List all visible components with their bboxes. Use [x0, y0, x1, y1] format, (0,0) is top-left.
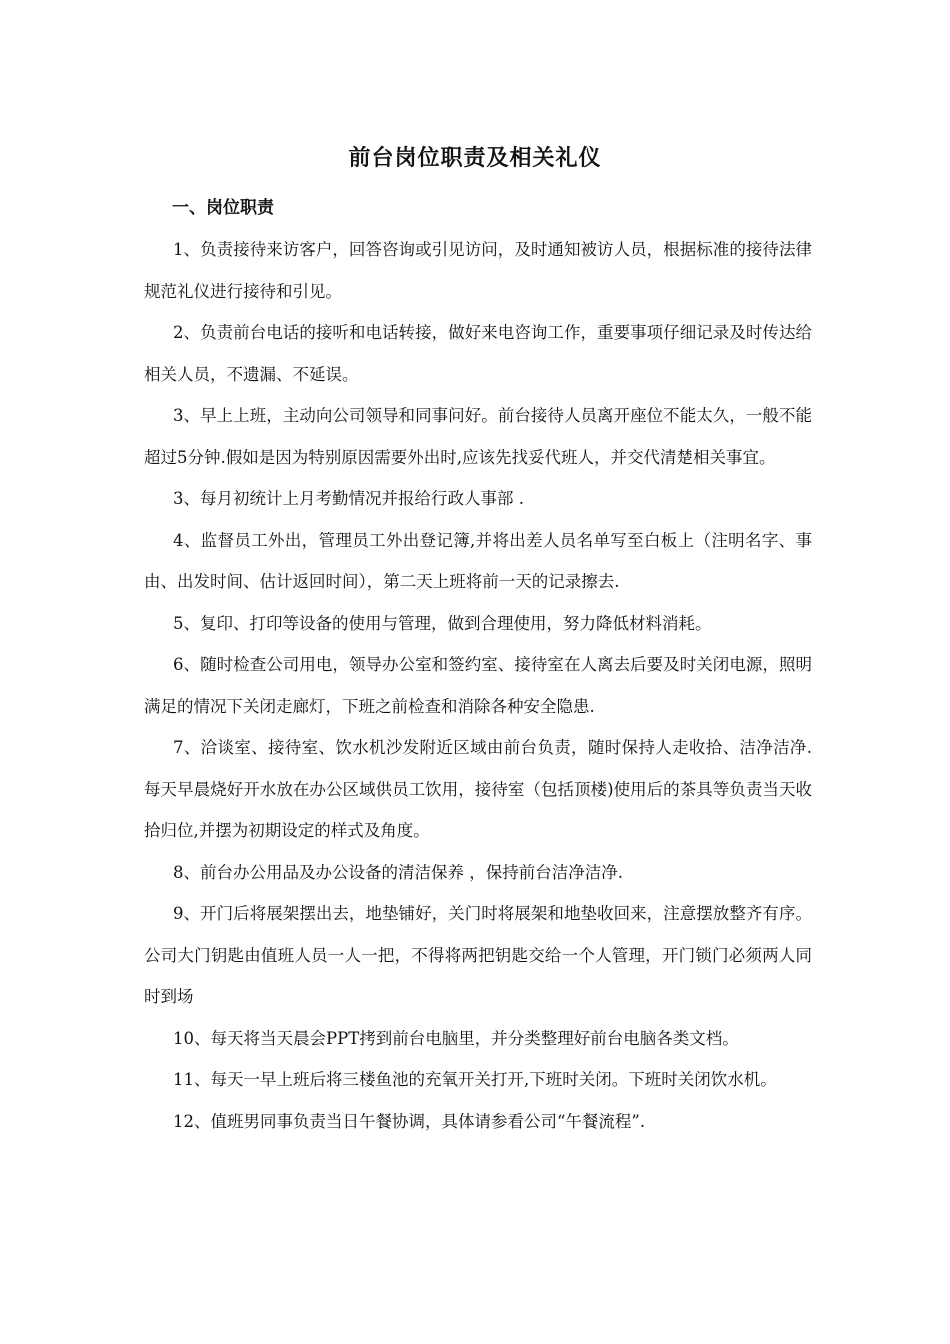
paragraph-duty-4: 4、监督员工外出，管理员工外出登记簿,并将出差人员名单写至白板上（注明名字、事由、出发时间、估计返回时间），第二天上班将前一天的记录擦去.: [144, 530, 812, 591]
paragraph-duty-3b: 3、每月初统计上月考勤情况并报给行政人事部 .: [173, 489, 524, 508]
paragraph-duty-6: 6、随时检查公司用电，领导办公室和签约室、接待室在人离去后要及时关闭电源，照明满足的情况下关闭走廊灯，下班之前检查和消除各种安全隐患.: [144, 655, 812, 716]
paragraph-duty-3: 3、早上上班，主动向公司领导和同事问好。前台接待人员离开座位不能太久，一般不能超过5分钟.假如是因为特别原因需要外出时,应该先找妥代班人，并交代清楚相关事宜。: [144, 406, 812, 467]
paragraph-duty-11: 11、每天一早上班后将三楼鱼池的充氧开关打开,下班时关闭。下班时关闭饮水机。: [173, 1070, 777, 1089]
paragraph-duty-12: 12、值班男同事负责当日午餐协调，具体请参看公司“午餐流程”.: [173, 1111, 646, 1131]
paragraph-duty-8: 8、前台办公用品及办公设备的清洁保养 ，保持前台洁净洁净.: [173, 862, 623, 882]
document-body: [144, 229, 812, 1142]
document-title: 前台岗位职责及相关礼仪: [348, 146, 602, 171]
paragraph-duty-7: 7、洽谈室、接待室、饮水机沙发附近区域由前台负责，随时保持人走收拾、洁净洁净.每天早晨烧好开水放在办公区域供员工饮用，接待室（包括顶楼)使用后的茶具等负责当天收拾归位,并摆为初期设定的样式及角度。: [144, 738, 812, 840]
paragraph-duty-10: 10、每天将当天晨会PPT拷到前台电脑里，并分类整理好前台电脑各类文档。: [173, 1028, 739, 1048]
paragraph-duty-9: 9、开门后将展架摆出去，地垫铺好，关门时将展架和地垫收回来，注意摆放整齐有序。公司大门钥匙由值班人员一人一把，不得将两把钥匙交给一个人管理，开门锁门必须两人同时到场: [144, 904, 812, 1006]
section-heading: 一、岗位职责: [172, 198, 274, 218]
paragraph-duty-5: 5、复印、打印等设备的使用与管理，做到合理使用，努力降低材料消耗。: [173, 613, 712, 633]
paragraph-duty-2: 2、负责前台电话的接听和电话转接，做好来电咨询工作，重要事项仔细记录及时传达给相关人员，不遗漏、不延误。: [144, 323, 812, 384]
paragraph-duty-1: 1、负责接待来访客户，回答咨询或引见访问，及时通知被访人员，根据标准的接待法律规范礼仪进行接待和引见。: [144, 240, 812, 301]
